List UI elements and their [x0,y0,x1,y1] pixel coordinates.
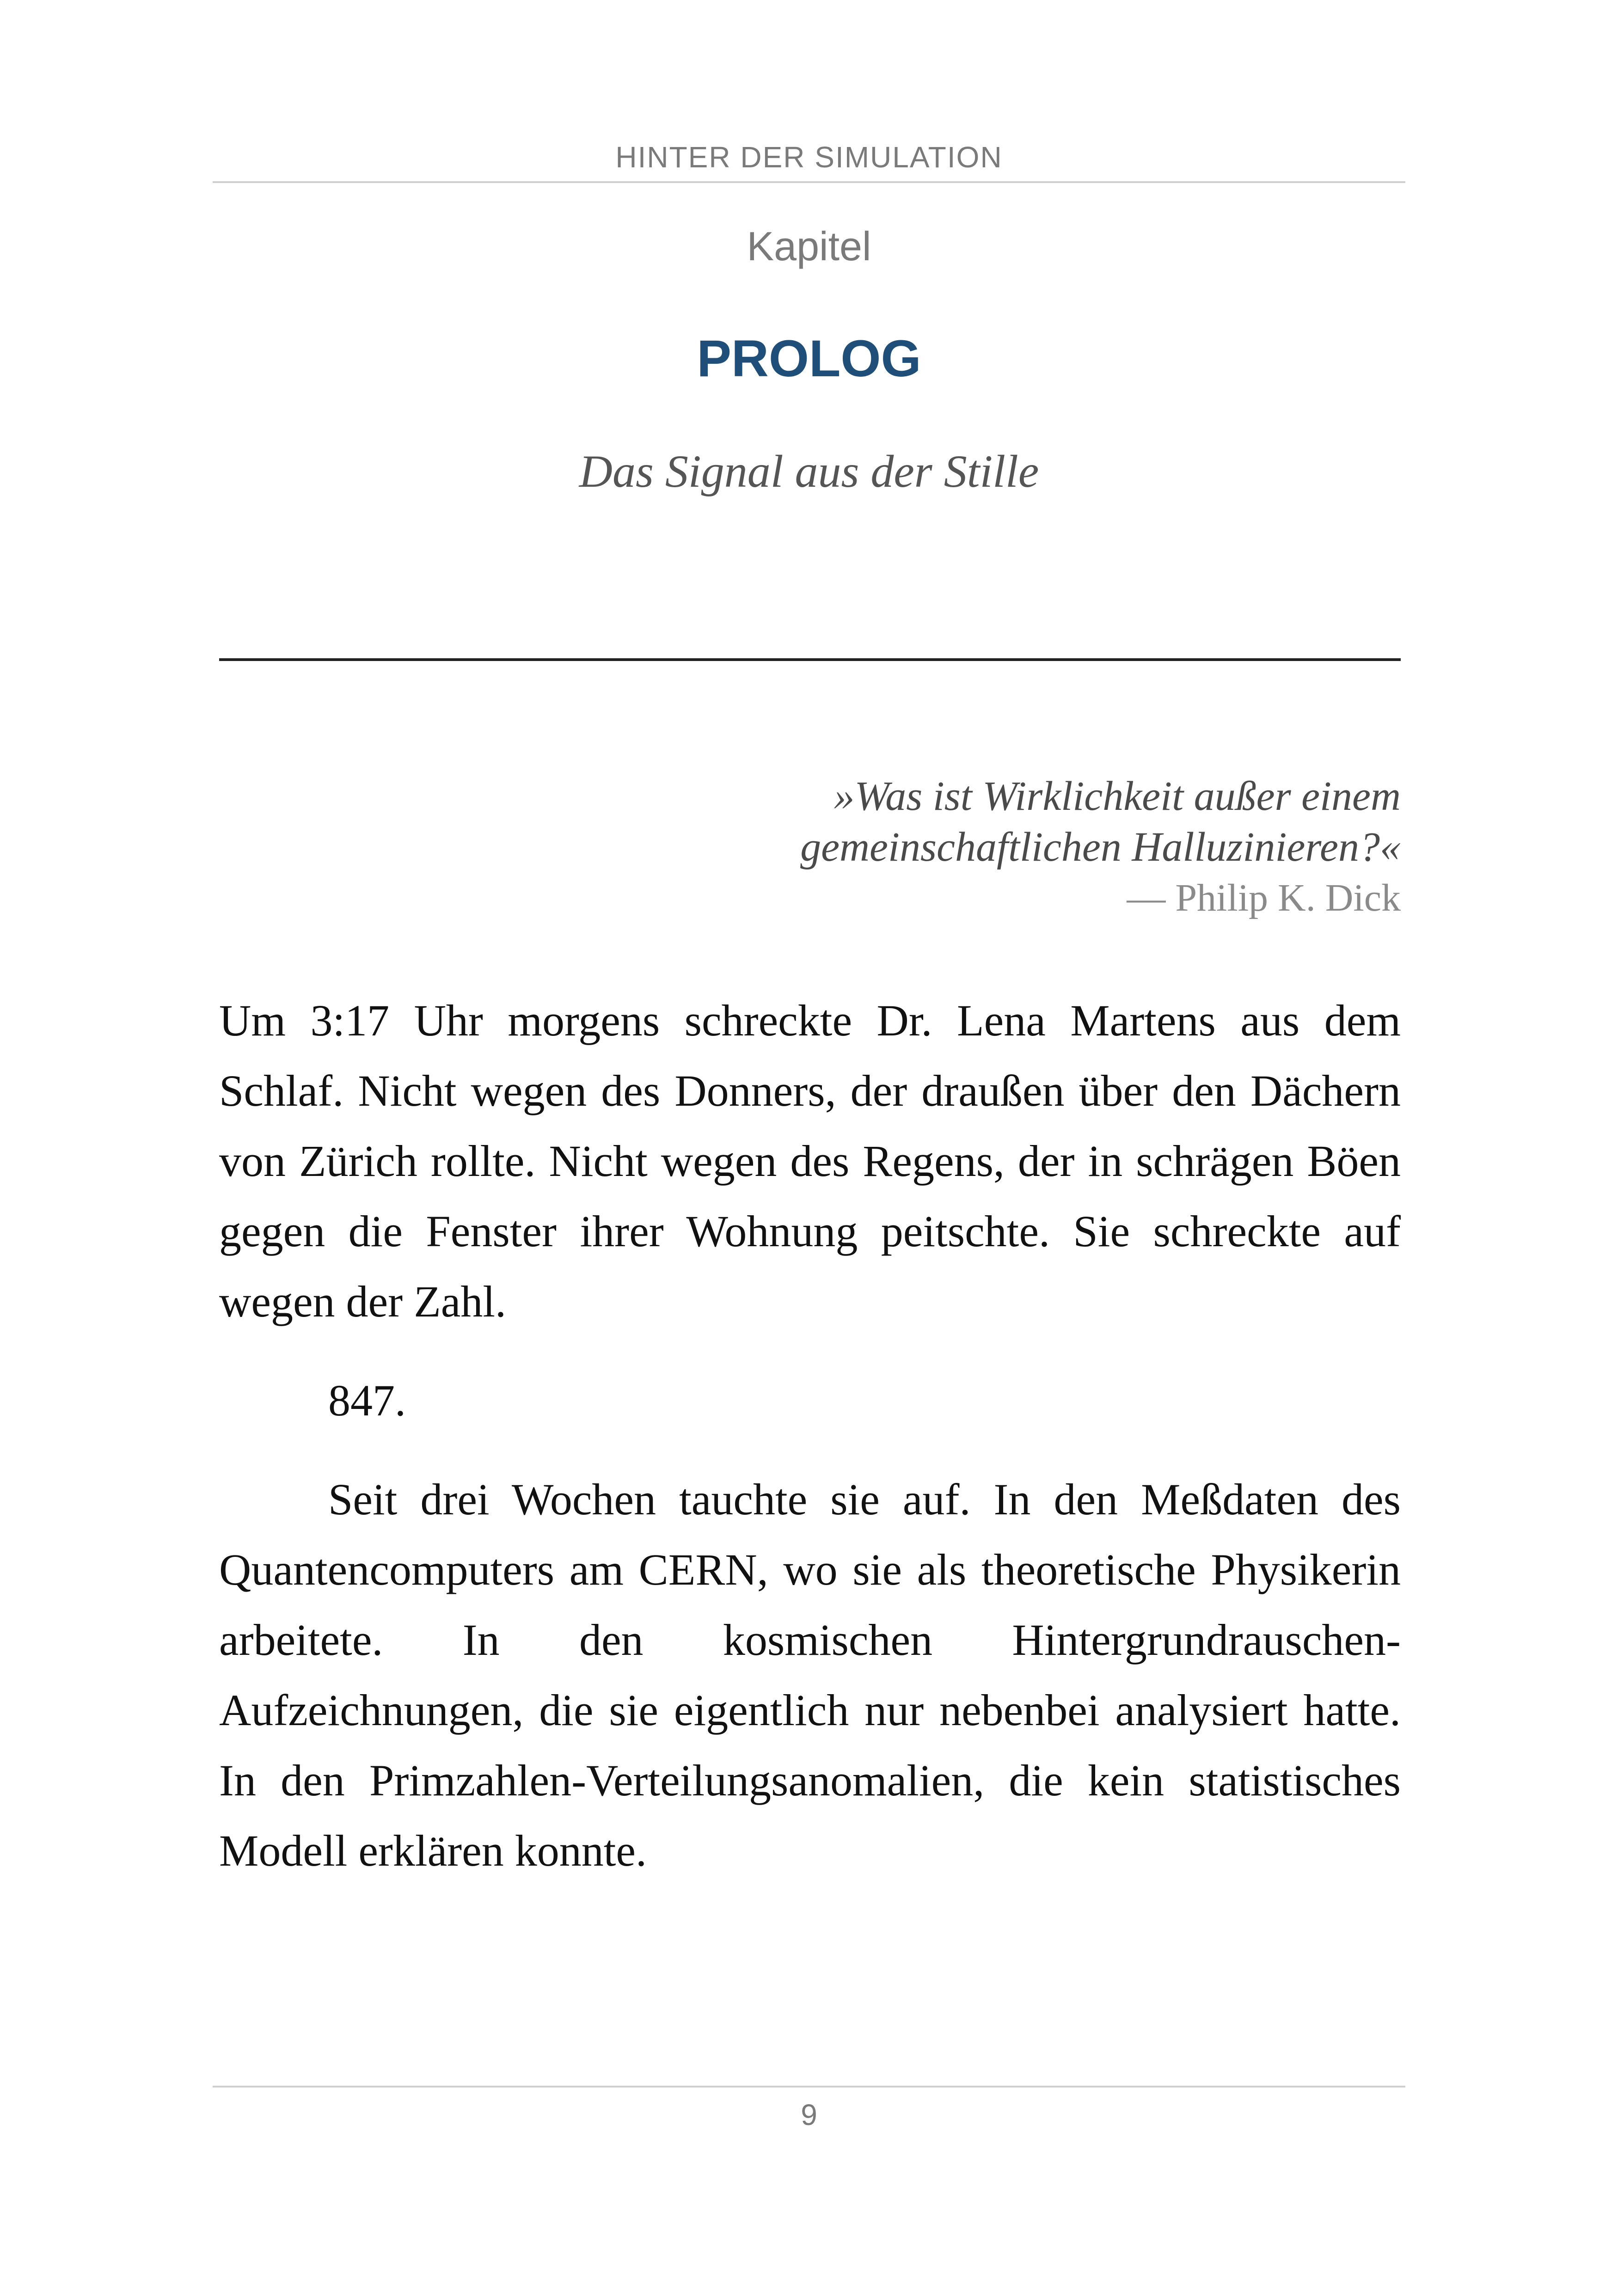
section-divider [219,658,1401,661]
body-paragraph: Um 3:17 Uhr morgens schreckte Dr. Lena Martens aus dem Schlaf. Nicht wegen des Donners, der draußen über den Dächern von Zürich rollte. Nicht wegen des Regens, der in schrägen Böen gegen die Fenster ihrer Wohnung peitschte. Sie schreckte auf wegen der Zahl. [219,996,1401,1326]
epigraph-quote-line: »Was ist Wirklichkeit außer einem [834,773,1401,819]
body-paragraph: 847. [328,1376,406,1425]
header-divider [213,181,1405,183]
body-text [219,986,1401,1886]
epigraph-attribution: — Philip K. Dick [1127,876,1401,919]
epigraph [647,771,1401,924]
chapter-kicker: Kapitel [747,223,871,269]
epigraph-quote-line: gemeinschaftlichen Halluzinieren?« [800,824,1401,870]
body-paragraph: Seit drei Wochen tauchte sie auf. In den Meßdaten des Quantencomputers am CERN, wo sie als theoretische Physikerin arbeitete. In den kosmischen Hintergrundrauschen-Aufzeichnungen, die sie eigentlich nur nebenbei analysiert hatte. In den Primzahlen-Verteilungsanomalien, die kein statistisches Modell erklären konnte. [219,1475,1401,1875]
running-header: HINTER DER SIMULATION [615,141,1003,174]
chapter-subtitle: Das Signal aus der Stille [579,446,1039,497]
footer-divider [213,2086,1405,2088]
chapter-title: PROLOG [697,330,921,387]
page-number: 9 [801,2098,817,2131]
